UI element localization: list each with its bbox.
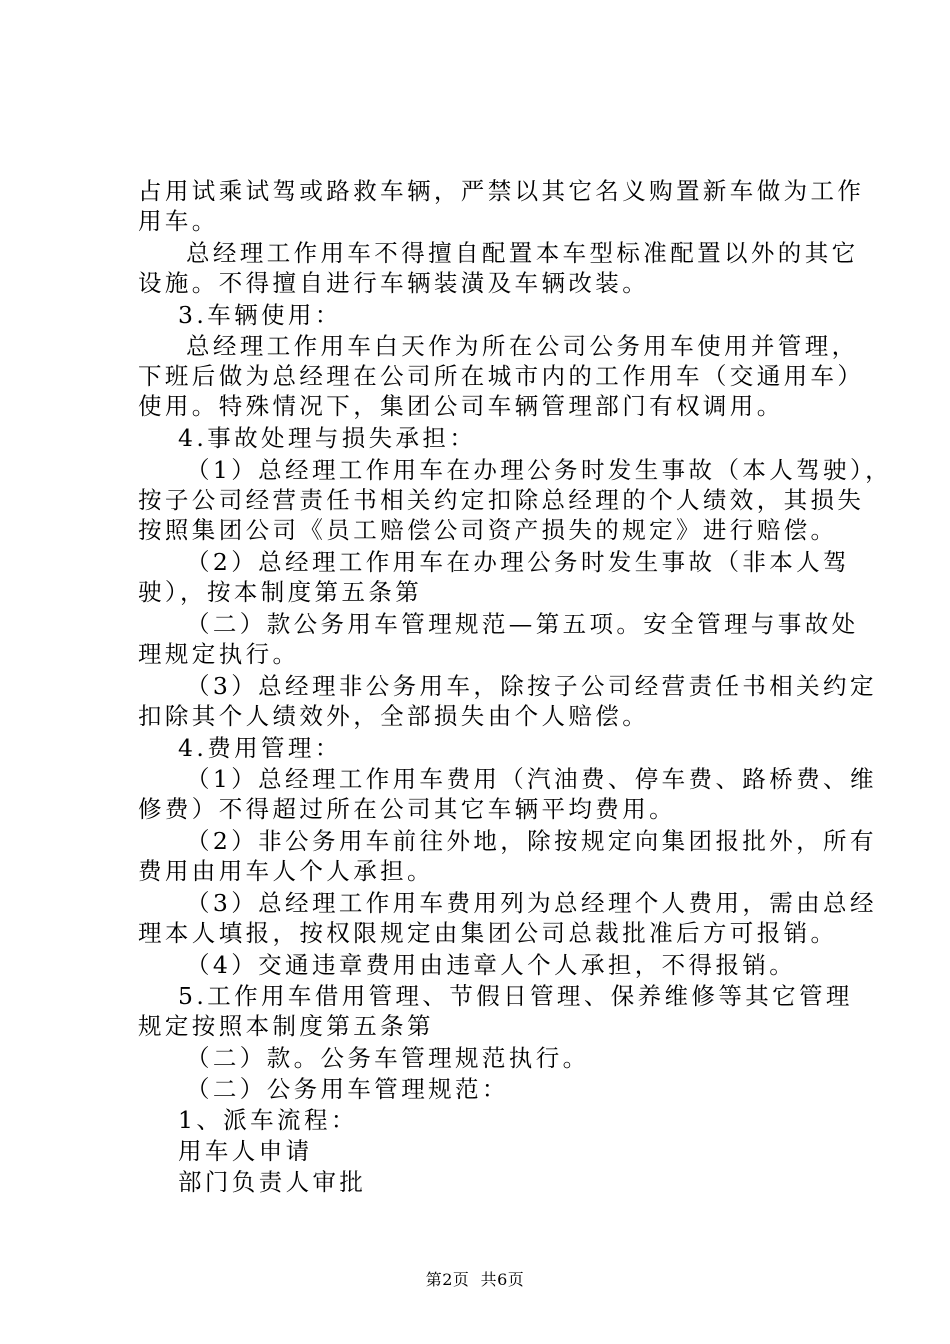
- text-line: 总经理工作用车白天作为所在公司公务用车使用并管理，: [186, 332, 859, 360]
- text-line: （1）总经理工作用车费用（汽油费、停车费、路桥费、维: [186, 765, 877, 793]
- section-heading: 1、派车流程：: [178, 1106, 358, 1134]
- text-line: 费用由用车人个人承担。: [138, 857, 434, 885]
- text-line: （二）款。公务车管理规范执行。: [186, 1044, 590, 1072]
- section-heading: （二）公务用车管理规范：: [186, 1075, 509, 1103]
- text-line: （1）总经理工作用车在办理公务时发生事故（本人驾驶），: [186, 456, 893, 484]
- text-line: （4）交通违章费用由违章人个人承担，不得报销。: [186, 951, 797, 979]
- section-heading: 3.车辆使用：: [178, 301, 342, 329]
- text-line: 理本人填报，按权限规定由集团公司总裁批准后方可报销。: [138, 919, 838, 947]
- text-line: 规定按照本制度第五条第: [138, 1012, 434, 1040]
- text-line: （3）总经理工作用车费用列为总经理个人费用，需由总经: [186, 889, 877, 917]
- text-line: 用车人申请: [178, 1137, 313, 1165]
- page-number: 第2页 共6页: [425, 1270, 525, 1289]
- text-line: 5.工作用车借用管理、节假日管理、保养维修等其它管理: [178, 982, 853, 1010]
- text-line: 总经理工作用车不得擅自配置本车型标准配置以外的其它: [186, 239, 859, 267]
- text-line: 驶），按本制度第五条第: [138, 578, 423, 606]
- text-line: （2）非公务用车前往外地，除按规定向集团报批外，所有: [186, 827, 877, 855]
- text-line: 设施。不得擅自进行车辆装潢及车辆改装。: [138, 269, 650, 297]
- section-heading: 4.事故处理与损失承担：: [178, 424, 477, 452]
- text-line: 扣除其个人绩效外，全部损失由个人赔偿。: [138, 702, 650, 730]
- text-line: 占用试乘试驾或路救车辆，严禁以其它名义购置新车做为工作: [138, 177, 865, 205]
- text-line: 下班后做为总经理在公司所在城市内的工作用车（交通用车）: [138, 362, 865, 390]
- text-line: 使用。特殊情况下，集团公司车辆管理部门有权调用。: [138, 392, 784, 420]
- text-line: 理规定执行。: [138, 640, 300, 668]
- text-line: 按子公司经营责任书相关约定扣除总经理的个人绩效，其损失: [138, 486, 865, 514]
- text-line: （2）总经理工作用车在办理公务时发生事故（非本人驾: [186, 548, 850, 576]
- page-footer: [0, 1270, 950, 1290]
- text-line: 按照集团公司《员工赔偿公司资产损失的规定》进行赔偿。: [138, 516, 838, 544]
- text-line: 修费）不得超过所在公司其它车辆平均费用。: [138, 795, 676, 823]
- text-line: 部门负责人审批: [178, 1168, 367, 1196]
- text-line: （二）款公务用车管理规范—第五项。安全管理与事故处: [186, 610, 859, 638]
- text-line: 用车。: [138, 207, 219, 235]
- text-line: （3）总经理非公务用车，除按子公司经营责任书相关约定: [186, 672, 877, 700]
- section-heading: 4.费用管理：: [178, 734, 342, 762]
